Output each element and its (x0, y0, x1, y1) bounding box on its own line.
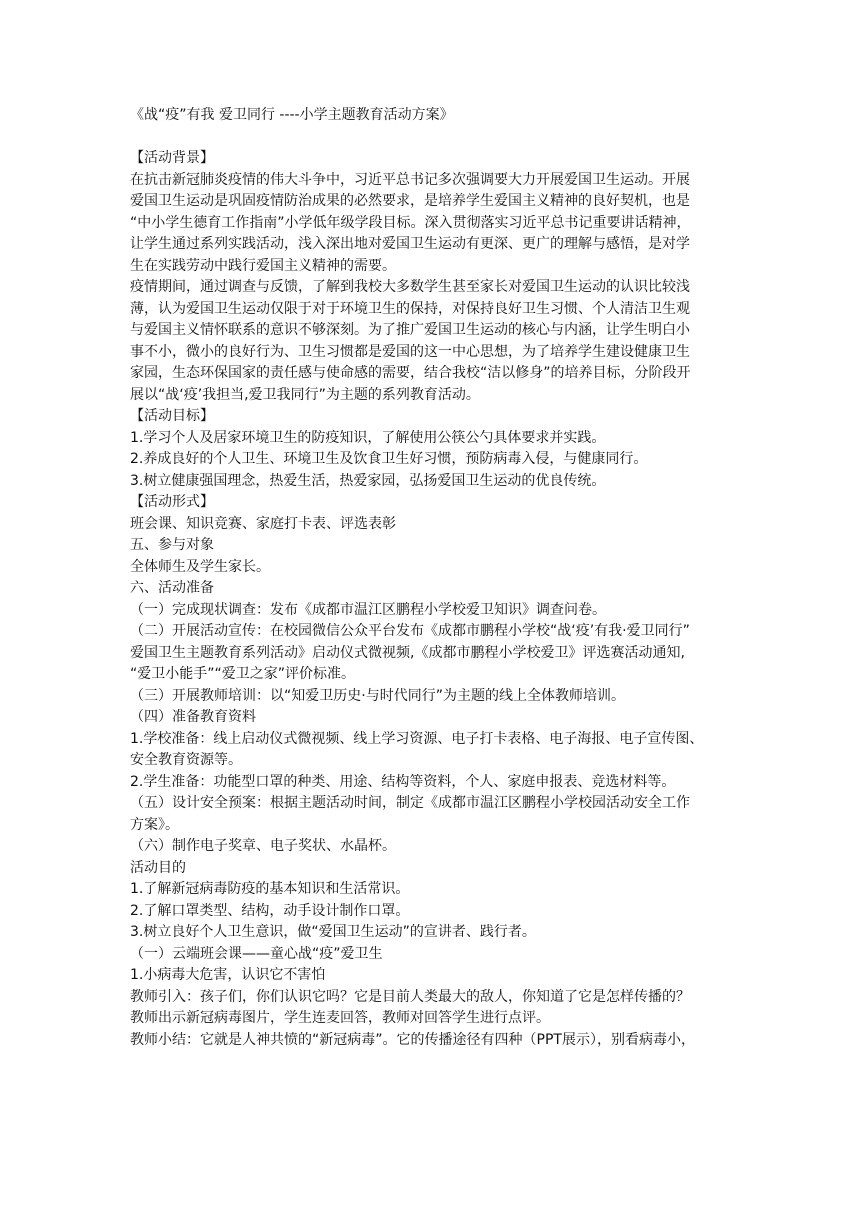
document-line: 方案》。 (130, 816, 179, 833)
document-line: （一）完成现状调查：发布《成都市温江区鹏程小学校爱卫知识》调查问卷。 (130, 601, 606, 618)
document-line: 五、参与对象 (130, 537, 214, 553)
document-line: 让学生通过系列实践活动，浅入深出地对爱国卫生运动有更深、更广的理解与感悟，是对学 (130, 236, 690, 252)
document-line: 安全教育资源等。 (130, 752, 242, 768)
document-line: 1.了解新冠病毒防疫的基本知识和生活常识。 (130, 881, 410, 897)
document-line: 1.学习个人及居家环境卫生的防疫知识，了解使用公筷公勺具体要求并实践。 (130, 429, 606, 446)
document-line: 薄，认为爱国卫生运动仅限于对于环境卫生的保持，对保持良好卫生习惯、个人清洁卫生观 (130, 300, 690, 317)
document-line: 2.了解口罩类型、结构，动手设计制作口罩。 (130, 902, 410, 919)
document-line: （五）设计安全预案：根据主题活动时间，制定《成都市温江区鹏程小学校园活动安全工作 (130, 795, 690, 811)
document-line: 2.学生准备：功能型口罩的种类、用途、结构等资料，个人、家庭申报表、竞选材料等。 (130, 773, 676, 790)
document-line: “中小学生德育工作指南”小学低年级学段目标。深入贯彻落实习近平总书记重要讲话精神， (130, 214, 691, 231)
document-line: 班会课、知识竞赛、家庭打卡表、评选表彰 (130, 515, 396, 532)
document-line: 疫情期间，通过调查与反馈，了解到我校大多数学生甚至家长对爱国卫生运动的认识比较浅 (130, 279, 690, 295)
document-line: 3.树立健康强国理念，热爱生活，热爱家园，弘扬爱国卫生运动的优良传统。 (130, 472, 606, 489)
document-line: 1.学校准备：线上启动仪式微视频、线上学习资源、电子打卡表格、电子海报、电子宣传图、 (130, 730, 704, 747)
document-body (130, 148, 730, 1051)
document-line: 教师小结：它就是人神共愤的“新冠病毒”。它的传播途径有四种（PPT展示），别看病毒小， (130, 1031, 695, 1048)
document-line: 与爱国主义情怀联系的意识不够深刻。为了推广爱国卫生运动的核心与内涵，让学生明白小 (130, 322, 690, 338)
document-line: 2.养成良好的个人卫生、环境卫生及饮食卫生好习惯，预防病毒入侵，与健康同行。 (130, 451, 648, 467)
document-line: 【活动形式】 (130, 494, 214, 510)
document-line: （四）准备教育资料 (130, 709, 256, 725)
document-line: （三）开展教师培训：以“知爱卫历史·与时代同行”为主题的线上全体教师培训。 (130, 687, 625, 704)
document-line: 在抗击新冠肺炎疫情的伟大斗争中，习近平总书记多次强调要大力开展爱国卫生运动。开展 (130, 171, 690, 188)
document-line: “爱卫小能手”“爱卫之家”评价标准。 (130, 666, 356, 682)
document-line: 六、活动准备 (130, 580, 214, 596)
document-line: 生在实践劳动中践行爱国主义精神的需要。 (130, 257, 396, 274)
document-line: 爱国卫生运动是巩固疫情防治成果的必然要求，是培养学生爱国主义精神的良好契机，也是 (130, 193, 690, 209)
document-line: 教师出示新冠病毒图片，学生连麦回答，教师对回答学生进行点评。 (130, 1010, 550, 1026)
document-line: （六）制作电子奖章、电子奖状、水晶杯。 (130, 838, 396, 854)
document-title: 《战“疫”有我 爱卫同行 ----小学主题教育活动方案》 (130, 107, 454, 123)
document-line: 展以“战‘疫’我担当,爱卫我同行”为主题的系列教育活动。 (130, 386, 480, 403)
document-line: （二）开展活动宣传：在校园微信公众平台发布《成都市鹏程小学校“战‘疫’有我·爱卫同行” (130, 623, 690, 639)
document-line: 事不小，微小的良好行为、卫生习惯都是爱国的这一中心思想，为了培养学生建设健康卫生 (130, 343, 690, 360)
document-line: 活动目的 (130, 859, 186, 876)
document-line: 3.树立良好个人卫生意识，做“爱国卫生运动”的宣讲者、践行者。 (130, 924, 536, 940)
document-line: 【活动目标】 (130, 408, 214, 424)
document-line: 1.小病毒大危害，认识它不害怕 (130, 967, 326, 983)
document-line: 【活动背景】 (130, 150, 214, 166)
document-line: 教师引入：孩子们，你们认识它吗？它是目前人类最大的敌人，你知道了它是怎样传播的？ (130, 988, 690, 1005)
document-line: 家园，生态环保国家的责任感与使命感的需要，结合我校“洁以修身”的培养目标，分阶段开 (130, 365, 691, 381)
document-line: 爱国卫生主题教育系列活动》启动仪式微视频,《成都市鹏程小学校爱卫》评选赛活动通知, (130, 644, 685, 661)
document-line: 全体师生及学生家长。 (130, 558, 270, 575)
document-line: （一）云端班会课——童心战“疫”爱卫生 (130, 945, 383, 962)
